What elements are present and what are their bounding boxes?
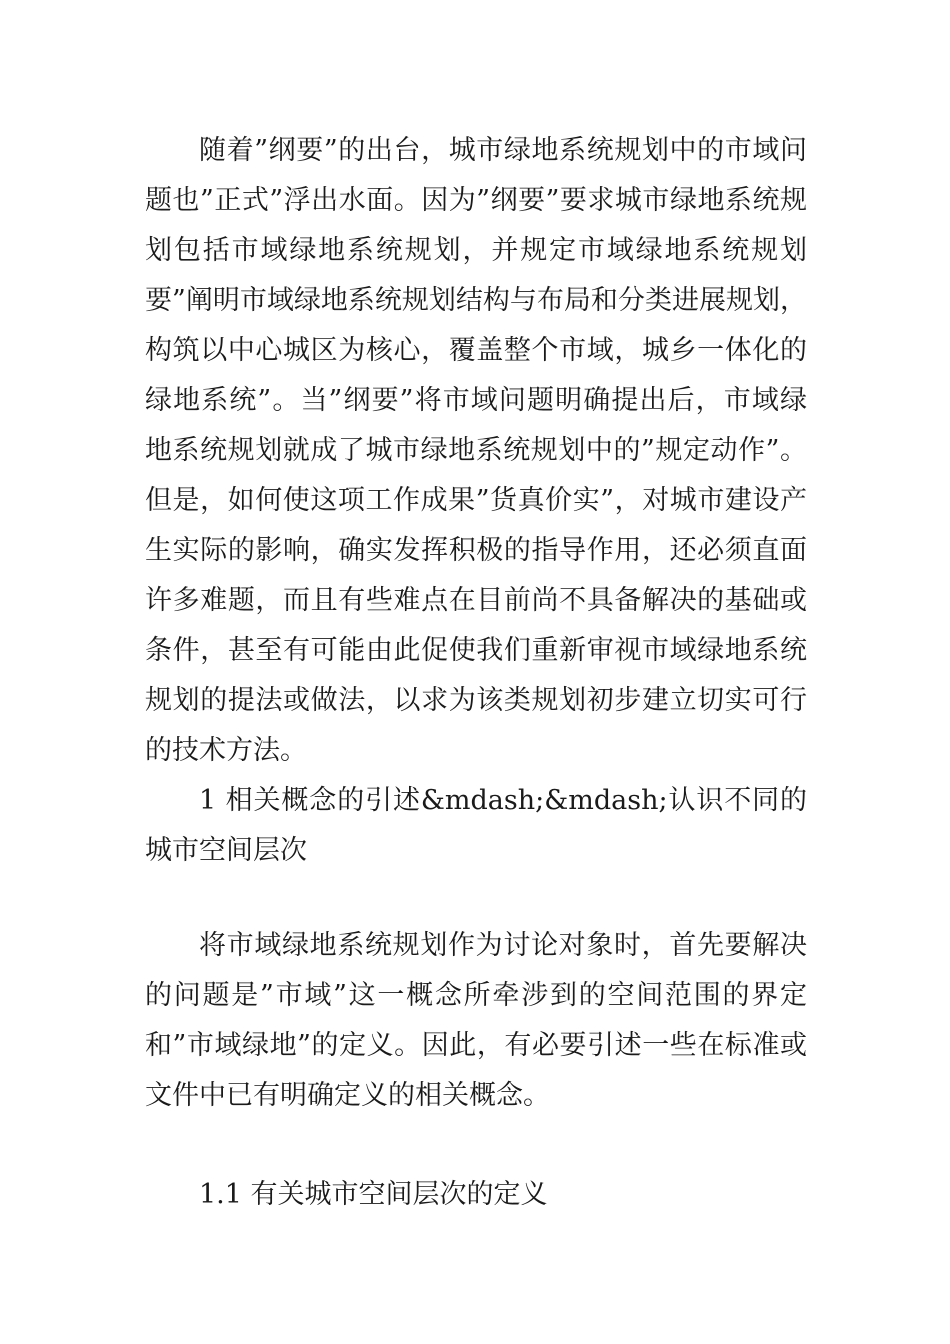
body-paragraph: 随着”纲要”的出台，城市绿地系统规划中的市域问题也”正式”浮出水面。因为”纲要”要求城市绿地系统规划包括市域绿地系统规划，并规定市域绿地系统规划要”阐明市域绿地系统规划结构与布局和分类进展规划，构筑以中心城区为核心，覆盖整个市域，城乡一体化的绿地系统”。当”纲要”将市域问题明确提出后，市域绿地系统规划就成了城市绿地系统规划中的”规定动作”。但是，如何使这项工作成果”货真价实”，对城市建设产生实际的影响，确实发挥积极的指导作用，还必须直面许多难题，而且有些难点在目前尚不具备解决的基础或条件，甚至有可能由此促使我们重新审视市域绿地系统规划的提法或做法，以求为该类规划初步建立切实可行的技术方法。: [145, 135, 807, 766]
body-paragraph: 将市域绿地系统规划作为讨论对象时，首先要解决的问题是”市域”这一概念所牵涉到的空间范围的界定和”市域绿地”的定义。因此，有必要引述一些在标准或文件中已有明确定义的相关概念。: [145, 930, 807, 1111]
subsection-heading: 1.1 有关城市空间层次的定义: [199, 1179, 548, 1210]
section-heading: 1 相关概念的引述&mdash;&mdash;认识不同的城市空间层次: [145, 785, 807, 866]
